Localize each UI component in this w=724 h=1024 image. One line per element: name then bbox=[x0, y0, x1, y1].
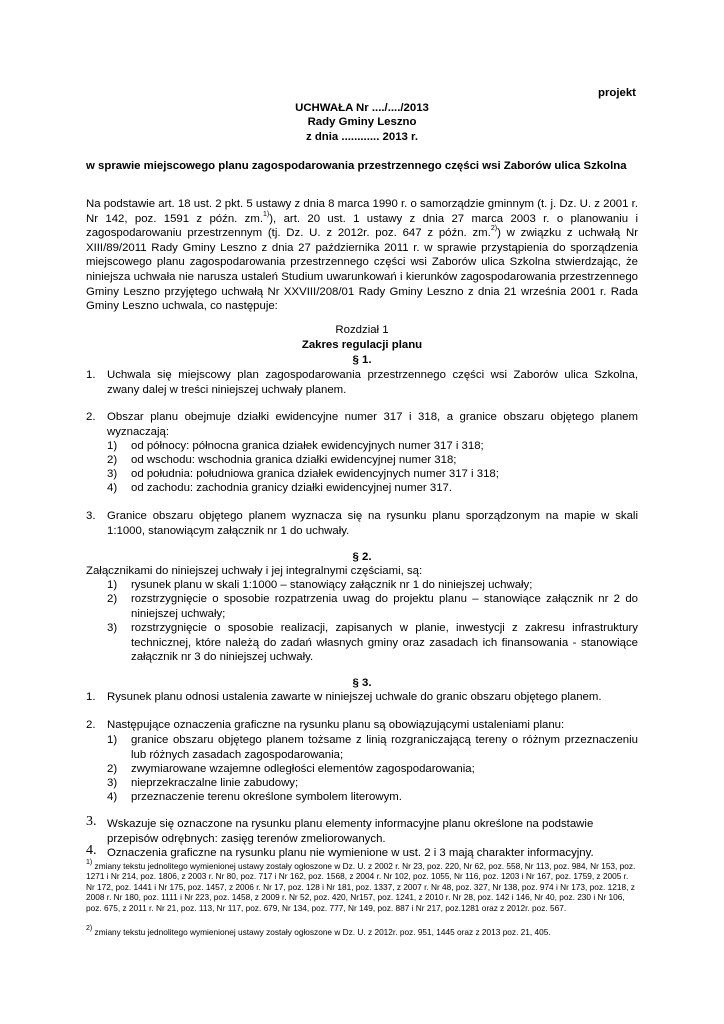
s3-paragraph-1: Rysunek planu odnosi ustalenia zawarte w niniejszej uchwale do granic obszaru objętego planem. bbox=[107, 691, 602, 703]
section-3-heading: § 3. bbox=[352, 677, 372, 689]
list-item: zwymiarowane wzajemne odległości elementów zagospodarowania; bbox=[131, 763, 475, 775]
paragraph-number: 2. bbox=[86, 719, 96, 731]
list-item: nieprzekraczalne linie zabudowy; bbox=[131, 777, 299, 789]
footnote-text: zmiany tekstu jednolitego wymienionej ustawy zostały ogłoszone w Dz. U. z 2012r. poz. 951, 1445 oraz z 2013 poz. 21, 405. bbox=[92, 927, 551, 937]
paragraph-number: 1. bbox=[86, 369, 96, 381]
list-item-number: 2) bbox=[107, 763, 118, 775]
preamble bbox=[86, 197, 638, 314]
list-item-number: 1) bbox=[107, 440, 118, 452]
list-item-number: 3) bbox=[107, 622, 118, 634]
preamble-part2: ), art. 20 ust. 1 ustawy z dnia 27 marca 2003 r. o planowaniu i zagospodarowaniu przestrzennym (tj. Dz. U. z 2012r. poz. 647 z późn. zm. bbox=[86, 212, 638, 240]
paragraph-number: 2. bbox=[86, 411, 96, 423]
list-item: od południa: południowa granica działek ewidencyjnych numer 317 i 318; bbox=[131, 468, 499, 480]
s3-paragraph-3: Wskazuje się oznaczone na rysunku planu elementy informacyjne planu określone na podstawie przepisów odrębnych: zasięg terenów zmeliorowanych. bbox=[107, 818, 594, 845]
footnote-ref-1: 1) bbox=[263, 210, 270, 218]
list-item-number: 4) bbox=[107, 482, 118, 494]
paragraph-number: 1. bbox=[86, 691, 96, 703]
preamble-part1: Na podstawie art. 18 ust. 2 pkt. 5 ustawy z dnia 8 marca 1990 r. o samorządzie gminnym (t. j. Dz. U. z 2001 r. Nr 142, poz. 1591 z późn. zm. bbox=[86, 198, 638, 225]
paragraph-number: 4. bbox=[86, 843, 97, 858]
list-item-number: 1) bbox=[107, 734, 118, 746]
list-item: granice obszaru objętego planem tożsame z linią rozgraniczającą tereny o różnym przeznaczeniu lub różnych zasadach zagospodarowania; bbox=[131, 734, 638, 761]
list-item-number: 3) bbox=[107, 777, 118, 789]
s3-paragraph-2: Następujące oznaczenia graficzne na rysunku planu są obowiązującymi ustaleniami planu: bbox=[107, 719, 565, 731]
resolution-subject: w sprawie miejscowego planu zagospodarowania przestrzennego części wsi Zaborów ulica Szkolna bbox=[86, 160, 627, 172]
council-name: Rady Gminy Leszno bbox=[307, 116, 417, 128]
footnote-1 bbox=[86, 861, 638, 913]
list-item: od zachodu: zachodnia granicy działki ewidencyjnej numer 317. bbox=[131, 482, 453, 494]
list-item: od północy: północna granica działek ewidencyjnych numer 317 i 318; bbox=[131, 440, 484, 452]
section-2-heading: § 2. bbox=[352, 551, 372, 563]
list-item: rozstrzygnięcie o sposobie rozpatrzenia uwag do projektu planu – stanowiące załącznik nr 2 do niniejszej uchwały; bbox=[131, 593, 638, 620]
chapter-label: Rozdział 1 bbox=[335, 324, 389, 336]
footnote-2 bbox=[86, 927, 638, 937]
list-item-number: 2) bbox=[107, 454, 118, 466]
footnote-ref-2: 2) bbox=[490, 225, 498, 233]
resolution-date: z dnia ............ 2013 r. bbox=[305, 131, 419, 143]
paragraph-number: 3. bbox=[86, 814, 97, 829]
resolution-title: UCHWAŁA Nr ..../..../2013 bbox=[295, 102, 429, 114]
list-item: przeznaczenie terenu określone symbolem literowym. bbox=[131, 791, 402, 803]
s1-paragraph-2: Obszar planu obejmuje działki ewidencyjne numer 317 i 318, a granice obszaru objętego planem wyznaczają: bbox=[107, 411, 638, 438]
s2-intro: Załącznikami do niniejszej uchwały i jej integralnymi częściami, są: bbox=[86, 565, 423, 577]
s3-paragraph-4: Oznaczenia graficzne na rysunku planu nie wymienione w ust. 2 i 3 mają charakter informacyjny. bbox=[107, 847, 594, 859]
s1-paragraph-3: Granice obszaru objętego planem wyznacza się na rysunku planu sporządzonym na mapie w skali 1:1000, stanowiącym załącznik nr 1 do uchwały. bbox=[107, 510, 638, 537]
paragraph-number: 3. bbox=[86, 510, 96, 522]
footnote-number: 1) bbox=[86, 859, 93, 867]
preamble-part3: ) w związku z uchwałą Nr XIII/89/2011 Rady Gminy Leszno z dnia 27 października 2011 r. w sprawie przystąpienia do sporządzenia miejscowego planu zagospodarowania przestrzennego części wsi Zaborów ulica Szkolna stwierdzając, że niniejsza uchwała nie narusza ustaleń Studium uwarunkowań i kierunków zagospodarowania przestrzennego Gminy Leszno przyjętego uchwałą Nr XXVIII/208/01 Rady Gminy Leszno z dnia 21 września 2001 r. Rada Gminy Leszno uchwala, co następuje: bbox=[86, 227, 638, 313]
s1-paragraph-1: Uchwala się miejscowy plan zagospodarowania przestrzennego części wsi Zaborów ulica Szkolna, zwany dalej w treści niniejszej uchwały planem. bbox=[107, 369, 638, 396]
footnote-number: 2) bbox=[86, 925, 93, 933]
list-item: rysunek planu w skali 1:1000 – stanowiący załącznik nr 1 do niniejszej uchwały; bbox=[131, 579, 533, 591]
chapter-title: Zakres regulacji planu bbox=[301, 339, 423, 351]
footnote-text: zmiany tekstu jednolitego wymienionej ustawy zostały ogłoszone w Dz. U. z 2002 r. Nr 23, poz. 220, Nr 62, poz. 558, Nr 113, poz. 984, Nr 153, poz. 1271 i Nr 214, poz. 1806, z 2003 r. Nr 80, poz. 717 i Nr 162, poz. 1568, z 2004 r. Nr 102, poz. 1055, Nr 116, poz. 1203 i Nr 167, poz. 1759, z 2005 r. Nr 172, poz. 1441 i Nr 175, poz. 1457, z 2006 r. Nr 17, poz. 128 i Nr 181, poz. 1337, z 2007 r. Nr 48, poz. 327, Nr 138, poz. 974 i Nr 173, poz. 1218, z 2008 r. Nr 180, poz. 1111 i Nr 223, poz. 1458, z 2009 r. Nr 52, poz. 420, Nr157, poz. 1241, z 2010 r. Nr 28, poz. 142 i 146, Nr 40, poz. 230 i Nr 106, poz. 675, z 2011 r. Nr 21, poz. 113, Nr 117, poz. 679, Nr 134, poz. 777, Nr 149, poz. 887 i Nr 217, poz.1281 oraz z 2012r. poz. 567. bbox=[86, 861, 636, 913]
draft-label: projekt bbox=[598, 87, 636, 99]
list-item: od wschodu: wschodnia granica działki ewidencyjnej numer 318; bbox=[131, 454, 457, 466]
list-item: rozstrzygnięcie o sposobie realizacji, zapisanych w planie, inwestycji z zakresu infrastruktury technicznej, które należą do zadań własnych gminy oraz zasadach ich finansowania - stanowiące załącznik nr 3 do niniejszej uchwały. bbox=[131, 622, 638, 664]
list-item-number: 2) bbox=[107, 593, 118, 605]
section-1-heading: § 1. bbox=[352, 354, 372, 366]
list-item-number: 3) bbox=[107, 468, 118, 480]
list-item-number: 4) bbox=[107, 791, 118, 803]
list-item-number: 1) bbox=[107, 579, 118, 591]
